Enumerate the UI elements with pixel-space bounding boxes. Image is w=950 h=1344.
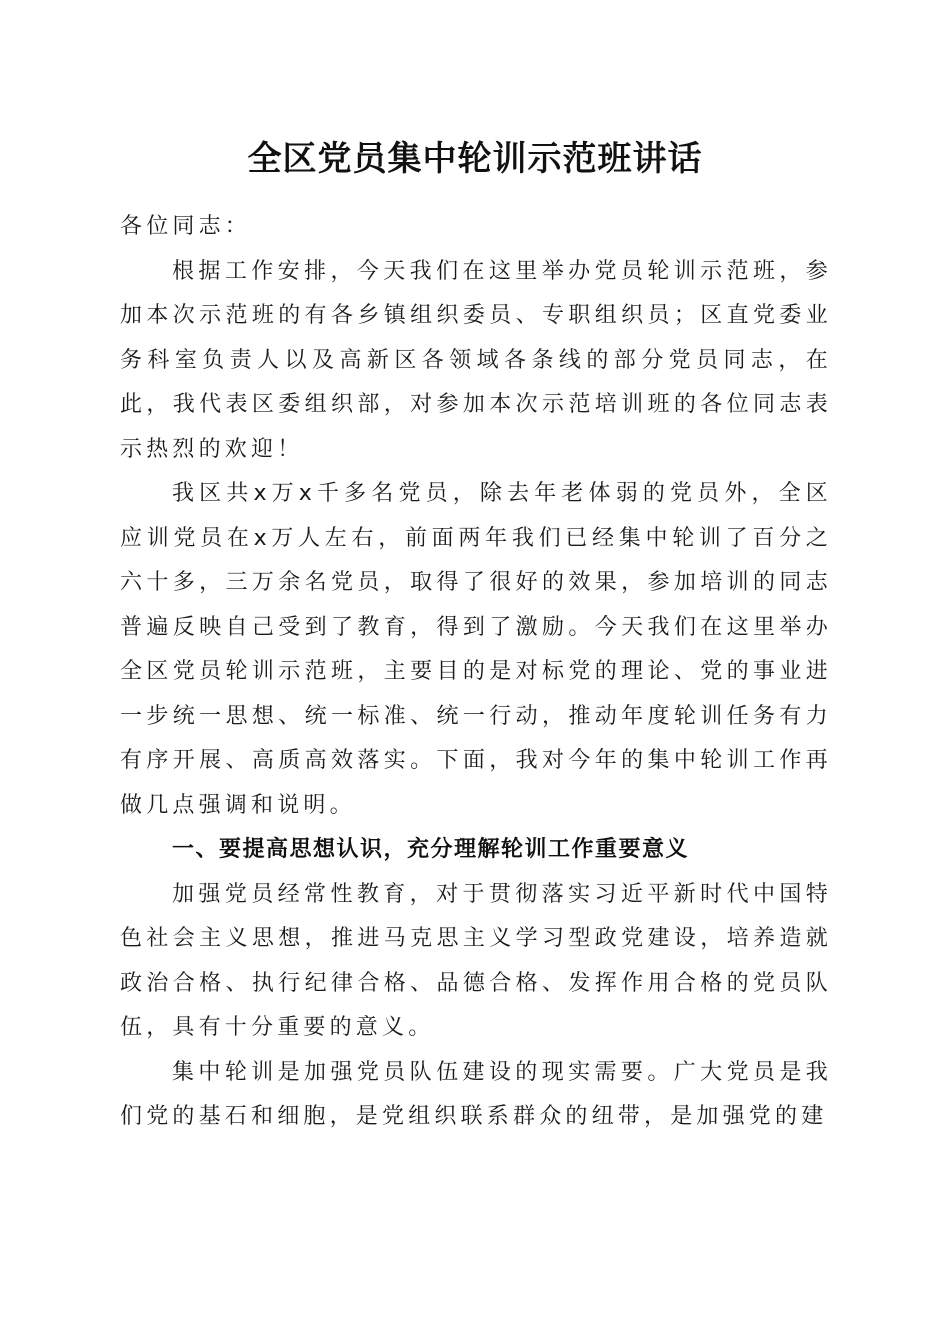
document-body	[120, 205, 832, 1140]
document-title: 全区党员集中轮训示范班讲话	[247, 139, 703, 179]
section-heading-1: 一、要提高思想认识，充分理解轮训工作重要意义	[172, 837, 690, 862]
paragraph-overview: 我区共x万x千多名党员，除去年老体弱的党员外，全区应训党员在x万人左右，前面两年我们已经集中轮训了百分之六十多，三万余名党员，取得了很好的效果，参加培训的同志普遍反映自己受到了教育，得到了激励。今天我们在这里举办全区党员轮训示范班，主要目的是对标党的理论、党的事业进一步统一思想、统一标准、统一行动，推动年度轮训任务有力有序开展、高质高效落实。下面，我对今年的集中轮训工作再做几点强调和说明。	[120, 481, 832, 818]
paragraph-welcome: 根据工作安排，今天我们在这里举办党员轮训示范班，参加本次示范班的有各乡镇组织委员、专职组织员；区直党委业务科室负责人以及高新区各领域各条线的部分党员同志，在此，我代表区委组织部，对参加本次示范培训班的各位同志表示热烈的欢迎！	[120, 258, 832, 462]
section-paragraph: 集中轮训是加强党员队伍建设的现实需要。广大党员是我们党的基石和细胞，是党组织联系群众的纽带，是加强党的建	[120, 1059, 832, 1129]
salutation: 各位同志：	[120, 214, 252, 239]
section-paragraph: 加强党员经常性教育，对于贯彻落实习近平新时代中国特色社会主义思想，推进马克思主义学习型政党建设，培养造就政治合格、执行纪律合格、品德合格、发挥作用合格的党员队伍，具有十分重要的意义。	[120, 881, 832, 1040]
